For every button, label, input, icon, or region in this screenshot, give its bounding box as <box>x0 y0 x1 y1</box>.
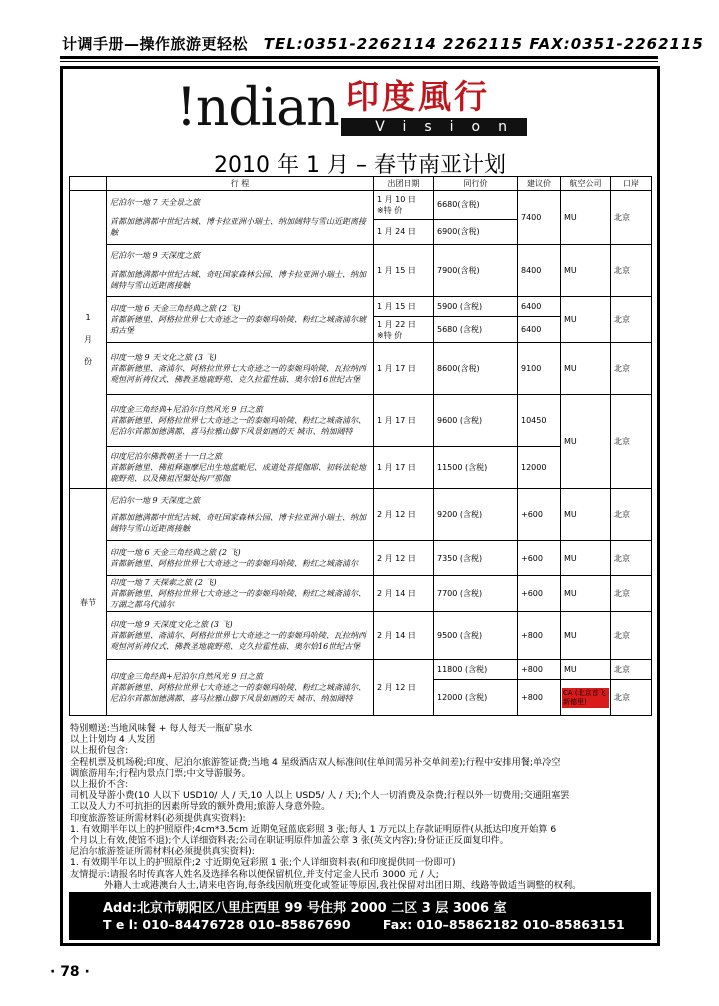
note-line: 司机及导游小费(10 人以下 USD10/ 人 / 天,10 人以上 USD5/ 人 / 天);个人一切消费及杂费;行程以外一切费用;交通阻塞罢 <box>70 790 570 802</box>
airline-cell: MU <box>561 489 611 541</box>
note-line: 尼泊尔旅游签证所需材料(必须提供真实资料): <box>70 846 255 858</box>
table-header-row <box>70 177 652 191</box>
footer-fax: Fax: 010–85862182 010–85863151 <box>382 917 625 932</box>
suggest-cell: 12000 <box>518 447 561 489</box>
port-cell: 北京 <box>611 541 652 576</box>
port-cell: 北京 <box>611 191 652 245</box>
airline-cell: MU <box>561 191 611 245</box>
route-cell <box>107 395 374 447</box>
note-line: 友情提示:请报名时传真客人姓名及选择名称以便保留机位,并支付定金人民币 3000 元 / 人; <box>70 868 439 880</box>
suggest-cell: +600 <box>518 541 561 576</box>
port-cell: 北京 <box>611 245 652 297</box>
route-cell <box>107 489 374 541</box>
price-cell: 7700 (含税) <box>434 576 518 612</box>
date-cell: 2 月 12 日 <box>374 660 434 716</box>
price-cell: 11500 (含税) <box>434 447 518 489</box>
route-desc: 首都新德里、斋浦尔、阿格拉世界七大奇迹之一的泰姬玛哈陵、瓦拉纳西观恒河祈祷仪式、佛教圣地鹿野苑、克久拉霍性庙、奥尔恰16世纪古堡 <box>110 631 366 651</box>
suggest-cell: +800 <box>518 680 561 716</box>
route-desc: 首都新德里、佛祖释迦摩尼出生地蓝毗尼、成道处菩提伽耶、初转法轮地鹿野苑、以及佛祖涅槃处拘尸那伽 <box>110 463 366 483</box>
date-cell: 2 月 12 日 <box>374 489 434 541</box>
airline-cell: MU <box>561 660 611 680</box>
route-desc: 首都加德满都中世纪古城、奇旺国家森林公园、博卡拉亚洲小瑞士、纳加阔特与雪山近距离接触 <box>110 270 366 290</box>
date-cell: 1 月 15 日 <box>374 297 434 317</box>
route-title: 印度金三角经典+尼泊尔自然风光 9 日之旅 <box>110 672 263 681</box>
date-cell: 1 月 17 日 <box>374 447 434 489</box>
airline-cell: MU <box>561 612 611 660</box>
route-title: 印度一地 6 天金三角经典之旅 (2 飞) <box>110 304 241 313</box>
suggest-header: 建议价 <box>518 177 561 191</box>
route-title: 尼泊尔一地 9 天深度之旅 <box>110 496 201 505</box>
table-row <box>70 541 652 576</box>
date-cell: 1 月 15 日 <box>374 245 434 297</box>
port-cell: 北京 <box>611 680 652 716</box>
note-line: 印度旅游签证所需材料(必须提供真实资料): <box>70 812 246 824</box>
suggest-cell: +800 <box>518 660 561 680</box>
price-cell: 5900 (含税) <box>434 297 518 317</box>
table-row <box>70 297 652 317</box>
route-title: 印度一地 9 天文化之旅 (3 飞) <box>110 353 217 362</box>
route-cell <box>107 191 374 245</box>
date-cell: 2 月 14 日 <box>374 576 434 612</box>
brand-logo <box>176 78 536 142</box>
suggest-cell: 6400 <box>518 297 561 317</box>
logo-vision-bar: Vision <box>341 118 527 136</box>
contact-footer <box>69 892 651 940</box>
price-header: 同行价 <box>434 177 518 191</box>
table-row <box>70 395 652 447</box>
note-line: 外籍人士或港澳台人士,请来电咨询,每条线因航班变化或签证等原因,我社保留对出团日期、线路等做适当调整的权利。 <box>104 879 582 891</box>
footer-tel: T e l: 010–84476728 010–85867690 <box>103 917 351 932</box>
date-cell: 2 月 14 日 <box>374 612 434 660</box>
price-cell: 8600(含税) <box>434 343 518 395</box>
route-cell <box>107 541 374 576</box>
port-cell: 北京 <box>611 395 652 489</box>
footer-address: Add:北京市朝阳区八里庄西里 99 号住邦 2000 二区 3 层 3006 室 <box>103 901 507 916</box>
note-line: 特别赠送:当地风味餐 + 每人每天一瓶矿泉水 <box>70 723 253 734</box>
price-cell: 5680 (含税) <box>434 317 518 343</box>
notes-section <box>70 723 656 891</box>
price-cell: 6900(含税) <box>434 219 518 244</box>
price-cell: 6680(含税) <box>434 191 518 220</box>
port-cell: 北京 <box>611 612 652 660</box>
price-cell: 9600 (含税) <box>434 395 518 447</box>
airline-cell <box>561 680 611 716</box>
date-cell: 2 月 12 日 <box>374 541 434 576</box>
route-cell <box>107 447 374 489</box>
date-cell: 1 月 17 日 <box>374 343 434 395</box>
footer-phones <box>103 917 625 932</box>
price-cell: 12000 (含税) <box>434 680 518 716</box>
table-row <box>70 612 652 660</box>
suggest-cell: 8400 <box>518 245 561 297</box>
port-header: 口岸 <box>611 177 652 191</box>
note-line: 调旅游用车;行程内景点门票;中文导游服务。 <box>70 767 251 779</box>
route-title: 印度一地 6 天金三角经典之旅 (2 飞) <box>110 548 241 557</box>
route-cell <box>107 576 374 612</box>
route-desc: 首都新德里、阿格拉世界七大奇迹之一的泰姬玛哈陵、粉红之城斋浦尔 <box>110 559 358 568</box>
logo-english: !ndian <box>176 78 339 138</box>
table-row <box>70 489 652 541</box>
port-cell: 北京 <box>611 576 652 612</box>
route-title: 尼泊尔一地 9 天深度之旅 <box>110 251 201 260</box>
header-rule-thin <box>60 61 658 62</box>
route-desc: 首都新德里、阿格拉世界七大奇迹之一的泰姬玛哈陵、粉红之城斋浦尔、尼泊尔首都加德满都、喜马拉雅山脚下风景如画的天 城市、纳加阔特 <box>110 683 366 703</box>
note-line: 工以及人力不可抗拒的因素所导致的额外费用;旅游人身意外险。 <box>70 801 331 813</box>
airline-cell: MU <box>561 343 611 395</box>
suggest-cell: 6400 <box>518 317 561 343</box>
airline-header: 航空公司 <box>561 177 611 191</box>
suggest-cell: +600 <box>518 489 561 541</box>
port-cell: 北京 <box>611 297 652 343</box>
date-header: 出团日期 <box>374 177 434 191</box>
route-title: 印度一地 9 天深度文化之旅 (3 飞) <box>110 620 233 629</box>
note-line: 以上计划均 4 人发团 <box>70 734 156 746</box>
logo-chinese: 印度風行 <box>346 77 490 116</box>
route-cell <box>107 612 374 660</box>
note-line: 1. 有效期半年以上的护照原件;4cm*3.5cm 近期免冠蓝底彩照 3 张;每人 1 万元以上存款证明原件(从抵达印度开始算 6 <box>70 823 557 835</box>
date-cell: 1 月 24 日 <box>374 219 434 244</box>
route-title: 印度金三角经典+尼泊尔自然风光 9 日之旅 <box>110 405 263 414</box>
date-cell: 1 月 17 日 <box>374 395 434 447</box>
spring-cell: 春节 <box>70 489 107 716</box>
header-title: 计调手册—操作旅游更轻松 <box>62 35 249 53</box>
date-cell: 1 月 22 日 ※特 价 <box>374 317 434 343</box>
airline-cell: MU <box>561 541 611 576</box>
route-title: 印度一地 7 天探索之旅 (2 飞) <box>110 578 217 587</box>
route-cell <box>107 343 374 395</box>
port-cell: 北京 <box>611 489 652 541</box>
month-header <box>70 177 107 191</box>
airline-cell: MU <box>561 245 611 297</box>
tour-plan-table <box>69 176 652 716</box>
route-cell <box>107 297 374 343</box>
price-cell: 7350 (含税) <box>434 541 518 576</box>
route-desc: 首都加德满都中世纪古城、奇旺国家森林公园、博卡拉亚洲小瑞士、纳加阔特与雪山近距离接触 <box>110 513 366 533</box>
airline-cell: MU <box>561 395 611 489</box>
header-rule <box>60 56 658 59</box>
route-desc: 首都新德里、斋浦尔、阿格拉世界七大奇迹之一的泰姬玛哈陵、瓦拉纳西观恒河祈祷仪式、佛教圣地鹿野苑、克久拉霍性庙、奥尔恰16世纪古堡 <box>110 364 366 384</box>
table-row <box>70 245 652 297</box>
route-desc: 首都新德里、阿格拉世界七大奇迹之一的泰姬玛哈陵、粉红之城斋浦尔、万湖之都乌代浦尔 <box>110 589 366 609</box>
page-header <box>62 33 704 57</box>
table-row <box>70 576 652 612</box>
route-header: 行 程 <box>107 177 374 191</box>
route-cell <box>107 660 374 716</box>
price-cell: 7900(含税) <box>434 245 518 297</box>
price-cell: 9500 (含税) <box>434 612 518 660</box>
suggest-cell: 7400 <box>518 191 561 245</box>
month-cell: 1 月 份 <box>70 191 107 489</box>
airline-cell: MU <box>561 297 611 343</box>
port-cell: 北京 <box>611 660 652 680</box>
suggest-cell: +800 <box>518 612 561 660</box>
route-title: 印度尼泊尔佛教朝圣十一日之旅 <box>110 452 222 461</box>
suggest-cell: 10450 <box>518 395 561 447</box>
note-line: 全程机票及机场税;印度、尼泊尔旅游签证费;当地 4 星级酒店双人标准间(住单间需另补交单间差);行程中安排用餐;单冷空 <box>70 756 561 768</box>
port-cell: 北京 <box>611 343 652 395</box>
route-desc: 首都新德里、阿格拉世界七大奇迹之一的泰姬玛哈陵、粉红之城斋浦尔、尼泊尔首都加德满都、喜马拉雅山脚下风景如画的天 城市、纳加阔特 <box>110 416 366 436</box>
note-line: 1. 有效期半年以上的护照原件;2 寸近期免冠彩照 1 张;个人详细资料表(和印度提供同一份即可) <box>70 857 456 869</box>
note-line: 以上报价不含: <box>70 779 129 791</box>
airline-cell: MU <box>561 576 611 612</box>
note-line: 个月以上有效,使馆不退);个人详细资料表;公司在职证明原件加盖公章 3 张(英文内容);身份证正反面复印件。 <box>70 835 509 847</box>
header-contact: TEL:0351-2262114 2262115 FAX:0351-2262115 <box>263 35 704 53</box>
route-desc: 首都新德里、阿格拉世界七大奇迹之一的泰姬玛哈陵、粉红之城斋浦尔琥珀古堡 <box>110 315 366 335</box>
route-desc: 首都加德满都中世纪古城、博卡拉亚洲小瑞士、纳加阔特与雪山近距离接触 <box>110 217 366 237</box>
note-line: 以上报价包含: <box>70 745 129 757</box>
price-cell: 9200 (含税) <box>434 489 518 541</box>
table-row <box>70 660 652 680</box>
suggest-cell: +600 <box>518 576 561 612</box>
price-cell: 11800 (含税) <box>434 660 518 680</box>
suggest-cell: 9100 <box>518 343 561 395</box>
page-title: 2010 年 1 月 – 春节南亚计划 <box>214 153 506 178</box>
page-number: · 78 · <box>50 964 90 980</box>
table-row <box>70 191 652 220</box>
route-title: 尼泊尔一地 7 天全景之旅 <box>110 198 201 207</box>
table-row <box>70 343 652 395</box>
date-cell: 1 月 10 日 ※特 价 <box>374 191 434 220</box>
airline-ca-badge: CA (北京首飞新德里) <box>562 688 609 708</box>
route-cell <box>107 245 374 297</box>
